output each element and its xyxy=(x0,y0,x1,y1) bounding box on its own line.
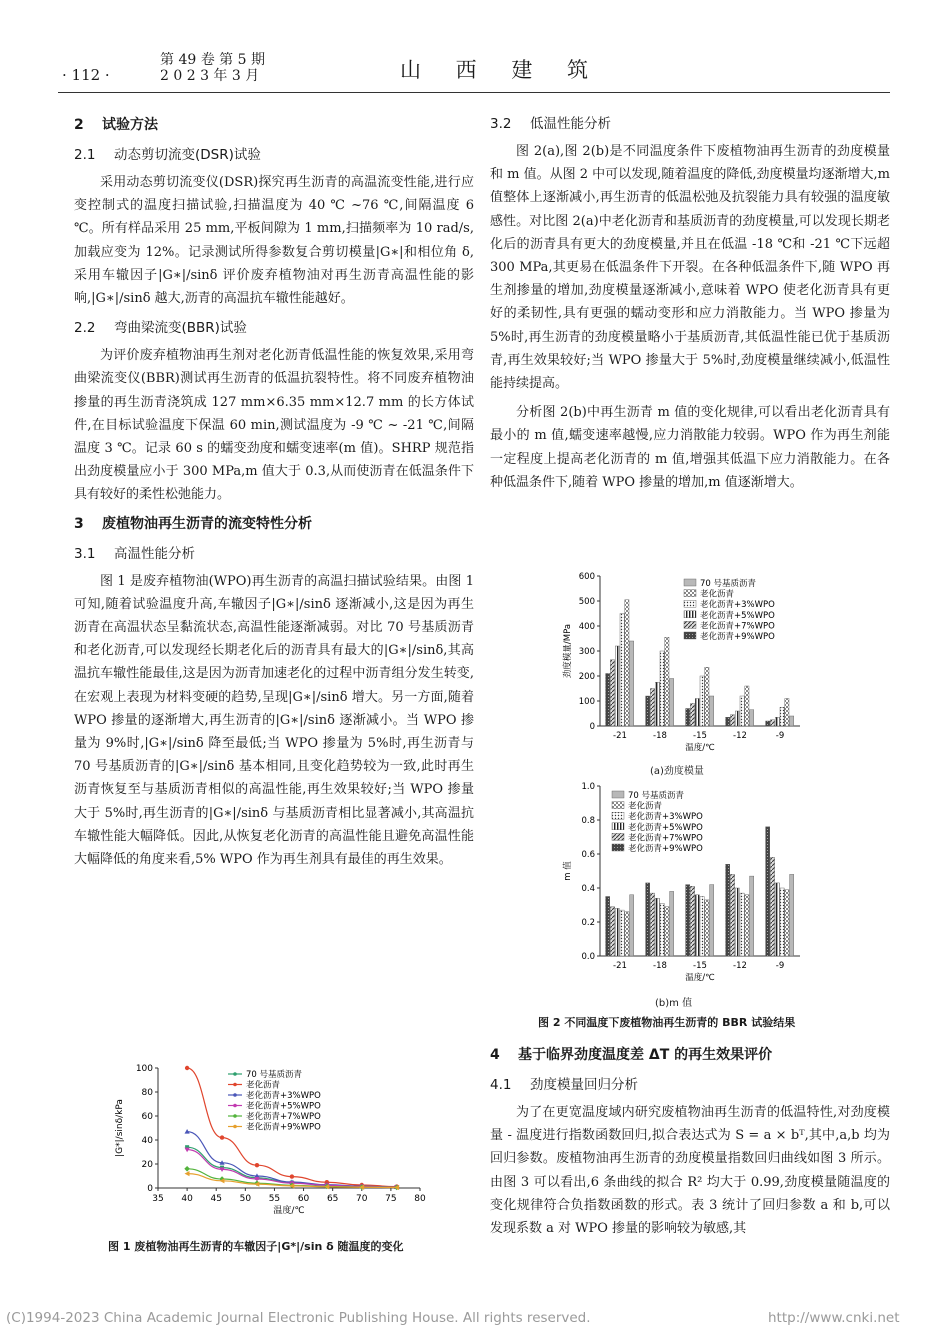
legend-label: 老化沥青+5%WPO xyxy=(700,610,775,621)
x-tick-label: -9 xyxy=(775,961,785,971)
y-tick-label: 1.0 xyxy=(581,782,595,792)
bar xyxy=(686,885,690,956)
x-tick-label: -12 xyxy=(733,961,747,971)
x-tick-label: 60 xyxy=(297,1194,310,1204)
bar xyxy=(780,707,784,726)
subsection-heading-2-2: 2.2 弯曲梁流变(BBR)试验 xyxy=(74,320,247,337)
x-axis-title: 温度/℃ xyxy=(685,973,715,983)
issue-date: 2 0 2 3 年 3 月 xyxy=(160,68,260,84)
bar xyxy=(660,903,664,956)
section-heading-2: 2 试验方法 xyxy=(74,117,158,133)
x-tick-label: 50 xyxy=(239,1194,252,1204)
bar xyxy=(665,907,669,956)
y-tick-label: 200 xyxy=(578,672,595,682)
legend-label: 70 号基质沥青 xyxy=(700,579,757,589)
legend-swatch xyxy=(612,823,624,830)
legend-swatch xyxy=(684,600,696,607)
legend-marker xyxy=(233,1114,237,1118)
y-tick-label: 60 xyxy=(141,1112,153,1122)
header-rule xyxy=(58,92,890,93)
bar xyxy=(690,704,694,727)
bar xyxy=(610,907,614,956)
bar xyxy=(750,876,754,956)
right-column xyxy=(490,112,890,500)
bar xyxy=(735,888,739,956)
x-tick-label: 80 xyxy=(414,1194,426,1204)
data-point xyxy=(290,1174,294,1178)
bar xyxy=(740,696,744,726)
legend-marker xyxy=(233,1125,237,1129)
bar xyxy=(726,864,730,956)
bar xyxy=(730,715,734,726)
x-axis-title: 温度/℃ xyxy=(685,743,715,753)
data-point xyxy=(184,1166,190,1172)
bar xyxy=(625,600,629,726)
bar xyxy=(690,886,694,956)
legend-label: 老化沥青+9%WPO xyxy=(628,844,703,854)
legend-label: 老化沥青+9%WPO xyxy=(700,632,775,642)
copyright-text: (C)1994-2023 China Academic Journal Electronic Publishing House. All rights reserved. xyxy=(6,1310,591,1326)
bar xyxy=(745,895,749,956)
bar xyxy=(606,897,610,957)
bar xyxy=(770,857,774,956)
left-column xyxy=(74,112,474,877)
legend-label: 老化沥青+3%WPO xyxy=(700,600,775,611)
cnki-url: http://www.cnki.net xyxy=(768,1310,900,1326)
bar xyxy=(710,696,714,726)
y-tick-label: 100 xyxy=(578,697,595,707)
bar xyxy=(710,885,714,956)
x-tick-label: 35 xyxy=(152,1194,164,1204)
paragraph-m-value: 分析图 2(b)中再生沥青 m 值的变化规律,可以看出老化沥青具有最小的 m 值,蠕变速率越慢,应力消散能力较弱。WPO 作为再生剂能一定程度上提高老化沥青的 m 值,增强其低温下应力消散能力。在各种低温条件下,随着 WPO 掺量的增加,m 值逐渐增大。 xyxy=(490,405,890,490)
bar xyxy=(775,717,779,726)
bar xyxy=(730,874,734,956)
bar xyxy=(750,710,754,726)
legend-swatch xyxy=(612,802,624,809)
data-point xyxy=(220,1135,224,1139)
bar xyxy=(726,717,730,726)
data-point xyxy=(185,1171,190,1176)
issue-info xyxy=(160,52,265,84)
figure-2a xyxy=(560,568,810,764)
legend-label: 老化沥青 xyxy=(246,1080,281,1091)
y-axis-title: m 值 xyxy=(563,861,573,881)
y-axis-title: |G*|/sinδ/kPa xyxy=(115,1099,125,1157)
y-tick-label: 400 xyxy=(578,622,595,632)
figure-2b xyxy=(560,778,810,992)
data-point xyxy=(185,1066,189,1070)
y-tick-label: 40 xyxy=(141,1136,153,1146)
legend-label: 老化沥青+3%WPO xyxy=(628,812,703,823)
legend-swatch xyxy=(612,844,624,851)
bar xyxy=(646,883,650,956)
legend-label: 老化沥青 xyxy=(628,801,663,812)
figure-2a-subcaption: (a)劲度模量 xyxy=(650,766,704,777)
right-column-lower xyxy=(490,1042,890,1246)
y-tick-label: 500 xyxy=(578,597,595,607)
y-tick-label: 300 xyxy=(578,647,595,657)
x-tick-label: 45 xyxy=(210,1194,222,1204)
figure-2a-chart xyxy=(560,568,810,764)
y-tick-label: 0.2 xyxy=(581,918,595,928)
bar xyxy=(655,682,659,726)
bar xyxy=(705,900,709,956)
paragraph-low-temp: 图 2(a),图 2(b)是不同温度条件下废植物油再生沥青的劲度模量和 m 值。从图 2 中可以发现,随着温度的降低,劲度模量均逐渐增大,m 值整体上逐渐减小,再生沥青的低温松弛及抗裂能力具有较强的温度敏感性。对比图 2(a)中老化沥青和基质沥青的劲度模量,可以发现长期老化后的沥青具有更大的劲度模量,并且在低温 -18 ℃和 -21 ℃下远超 300 MPa,其更易在低温条件下开裂。在各种低温条件下,随 WPO 再生剂掺量的增加,劲度模量逐渐减小,意味着 WPO 使老化沥青具有更好的柔韧性,具有更强的蠕动变形和应力消散能力。当 WPO 掺量为 5%时,再生沥青的劲度模量略小于基质沥青,其低温性能已优于基质沥青,再生效果较好;当 WPO 掺量大于 5%时,劲度模量继续减小,低温性能持续提高。 xyxy=(490,144,890,392)
bar xyxy=(670,679,674,727)
figure-1 xyxy=(110,1062,440,1232)
legend-swatch xyxy=(684,632,696,639)
legend-swatch xyxy=(684,611,696,618)
bar xyxy=(705,667,709,726)
x-tick-label: -18 xyxy=(653,961,667,971)
legend-swatch xyxy=(684,579,696,586)
bar xyxy=(700,897,704,957)
y-tick-label: 0.4 xyxy=(581,884,595,894)
subsection-heading-2-1: 2.1 动态剪切流变(DSR)试验 xyxy=(74,147,261,163)
bar xyxy=(630,895,634,956)
bar xyxy=(740,893,744,956)
y-tick-label: 80 xyxy=(141,1088,153,1098)
x-tick-label: -12 xyxy=(733,731,747,741)
bar xyxy=(775,883,779,956)
subsection-heading-3-1: 3.1 高温性能分析 xyxy=(74,545,195,562)
x-tick-label: -15 xyxy=(693,961,707,971)
legend-marker xyxy=(233,1083,237,1087)
y-axis-title: 劲度模量/MPa xyxy=(563,623,573,679)
x-tick-label: 70 xyxy=(356,1194,368,1204)
bar xyxy=(790,874,794,956)
x-axis-title: 温度/℃ xyxy=(273,1206,305,1216)
legend-label: 老化沥青 xyxy=(700,589,735,600)
bar xyxy=(785,890,789,956)
bar xyxy=(766,721,770,726)
x-tick-label: 55 xyxy=(268,1194,281,1204)
figure-1-caption: 图 1 废植物油再生沥青的车辙因子|G*|/sin δ 随温度的变化 xyxy=(108,1240,404,1253)
figure-1-chart xyxy=(110,1062,440,1232)
y-tick-label: 0 xyxy=(147,1184,153,1194)
page-header xyxy=(0,0,950,100)
bar xyxy=(790,716,794,726)
subsection-heading-3-2: 3.2 低温性能分析 xyxy=(490,116,611,132)
legend-marker xyxy=(233,1104,237,1108)
legend-label: 70 号基质沥青 xyxy=(628,791,685,801)
bar xyxy=(650,689,654,727)
data-point xyxy=(255,1163,259,1167)
paragraph-dsr: 采用动态剪切流变仪(DSR)探究再生沥青的高温流变性能,进行应变控制式的温度扫描试验,扫描温度为 40 ℃ ~76 ℃,间隔温度 6 ℃。所有样品采用 25 mm,平板间隙为 1 mm,扫描频率为 10 rad/s,加载应变为 12%。记录测试所得参数复合剪切模量|G∗|和相位角 δ,采用车辙因子|G∗|/sinδ 评价废弃植物油对再生沥青高温性能的影响,|G∗|/sinδ 越大,沥青的高温抗车辙性能越好。 xyxy=(74,175,474,307)
legend-label: 老化沥青+3%WPO xyxy=(246,1091,321,1101)
section-heading-3: 3 废植物油再生沥青的流变特性分析 xyxy=(74,515,312,532)
legend-label: 老化沥青+7%WPO xyxy=(246,1112,321,1122)
x-tick-label: -15 xyxy=(693,731,707,741)
bar xyxy=(615,646,619,726)
bar xyxy=(695,699,699,727)
subsection-heading-4-1: 4.1 劲度模量回归分析 xyxy=(490,1077,638,1093)
bar xyxy=(646,696,650,726)
bar xyxy=(655,898,659,956)
paragraph-bbr: 为评价废弃植物油再生剂对老化沥青低温性能的恢复效果,采用弯曲梁流变仪(BBR)测试再生沥青的低温抗裂特性。将不同废弃植物油掺量的再生沥青浇筑成 127 mm×6.35 mm×12.7 mm 的长方体试件,在目标试验温度下保温 60 min,测试温度为 -9 ℃ ~ -21 ℃,间隔温度 3 ℃。记录 60 s 的蠕变劲度和蠕变速率(m 值)。SHRP 规范指出劲度模量应小于 300 MPa,m 值大于 0.3,从而使沥青在低温条件下具有较好的柔性松弛能力。 xyxy=(74,348,474,503)
paragraph-regression: 为了在更宽温度域内研究废植物油再生沥青的低温特性,对劲度模量 - 温度进行指数函数回归,拟合表达式为 S = a × bᵀ,其中,a,b 均为回归参数。废植物油再生沥青的劲度模量指数回归曲线如图 3 所示。由图 3 可以看出,6 条曲线的拟合 R² 均大于 0.99,劲度模量随温度的变化规律符合负指数函数的形式。表 3 统计了回归参数 a 和 b,可以发现系数 a 对 WPO 掺量的影响较为敏感,其 xyxy=(490,1105,890,1237)
y-tick-label: 0.0 xyxy=(581,952,595,962)
legend-swatch xyxy=(684,621,696,628)
y-tick-label: 0.6 xyxy=(581,850,595,860)
section-heading-4: 4 基于临界劲度温度差 ΔT 的再生效果评价 xyxy=(490,1047,773,1063)
legend-swatch xyxy=(684,590,696,597)
issue-volume: 第 49 卷 第 5 期 xyxy=(160,52,265,68)
x-tick-label: 40 xyxy=(181,1194,193,1204)
bar xyxy=(670,891,674,956)
x-tick-label: -9 xyxy=(775,731,785,741)
figure-2b-subcaption: (b)m 值 xyxy=(655,998,693,1009)
figure-2b-chart xyxy=(560,778,810,992)
bar xyxy=(700,676,704,726)
legend-label: 老化沥青+5%WPO xyxy=(628,822,703,833)
paragraph-high-temp: 图 1 是废弃植物油(WPO)再生沥青的高温扫描试验结果。由图 1 可知,随着试验温度升高,车辙因子|G∗|/sinδ 逐渐减小,这是因为再生沥青在高温状态呈黏流状态,高温性能逐渐减弱。对比 70 号基质沥青和老化沥青,可以发现经长期老化后的沥青具有最大的|G∗|/sinδ,其高温抗车辙性能最佳,这是因为沥青加速老化的过程中沥青组分发生转变,在宏观上表现为材料变硬的趋势,呈现|G∗|/sinδ 增大。另一方面,随着 WPO 掺量的逐渐增大,再生沥青的|G∗|/sinδ 逐渐减小。当 WPO 掺量为 9%时,|G∗|/sinδ 降至最低;当 WPO 掺量为 5%时,再生沥青与 70 号基质沥青的|G∗|/sinδ 基本相同,且变化趋势较为一致,此时再生沥青恢复至与基质沥青相似的高温性能,再生效果较好;当 WPO 掺量大于 5%时,再生沥青的|G∗|/sinδ 与基质沥青相比显著减小,其高温抗车辙性能大幅降低。因此,从恢复老化沥青的高温性能且避免高温性能大幅降低的角度来看,5% WPO 作为再生剂具有最佳的再生效果。 xyxy=(74,573,474,868)
legend-label: 老化沥青+7%WPO xyxy=(700,621,775,632)
y-tick-label: 0.8 xyxy=(581,816,595,826)
bar xyxy=(766,827,770,956)
bar xyxy=(665,637,669,726)
bar xyxy=(650,893,654,956)
legend-label: 老化沥青+7%WPO xyxy=(628,833,703,844)
bar xyxy=(770,720,774,726)
bar xyxy=(620,614,624,727)
journal-title: 山 西 建 筑 xyxy=(400,58,603,82)
bar xyxy=(735,711,739,726)
bar xyxy=(620,910,624,956)
bar xyxy=(745,686,749,726)
x-tick-label: -21 xyxy=(613,961,627,971)
legend-marker xyxy=(233,1072,237,1076)
bar xyxy=(630,641,634,726)
legend-swatch xyxy=(612,791,624,798)
bar xyxy=(785,699,789,727)
bar xyxy=(660,651,664,726)
bar xyxy=(625,912,629,956)
figure-2-caption: 图 2 不同温度下废植物油再生沥青的 BBR 试验结果 xyxy=(538,1016,796,1029)
bar xyxy=(610,660,614,726)
y-tick-label: 100 xyxy=(135,1064,153,1074)
x-tick-label: -18 xyxy=(653,731,667,741)
x-tick-label: 75 xyxy=(385,1194,397,1204)
legend-swatch xyxy=(612,812,624,819)
y-tick-label: 0 xyxy=(589,722,595,732)
bar xyxy=(780,888,784,956)
bar xyxy=(606,674,610,727)
bar xyxy=(615,908,619,956)
legend-swatch xyxy=(612,833,624,840)
legend-label: 老化沥青+9%WPO xyxy=(246,1122,321,1133)
x-tick-label: 65 xyxy=(326,1194,339,1204)
bar xyxy=(686,709,690,727)
legend-label: 70 号基质沥青 xyxy=(246,1070,303,1080)
bar xyxy=(695,895,699,956)
page-number: · 112 · xyxy=(62,66,110,84)
legend-marker xyxy=(233,1093,237,1097)
y-tick-label: 600 xyxy=(578,572,595,582)
y-tick-label: 20 xyxy=(141,1160,153,1170)
legend-label: 老化沥青+5%WPO xyxy=(246,1101,321,1112)
x-tick-label: -21 xyxy=(613,731,627,741)
